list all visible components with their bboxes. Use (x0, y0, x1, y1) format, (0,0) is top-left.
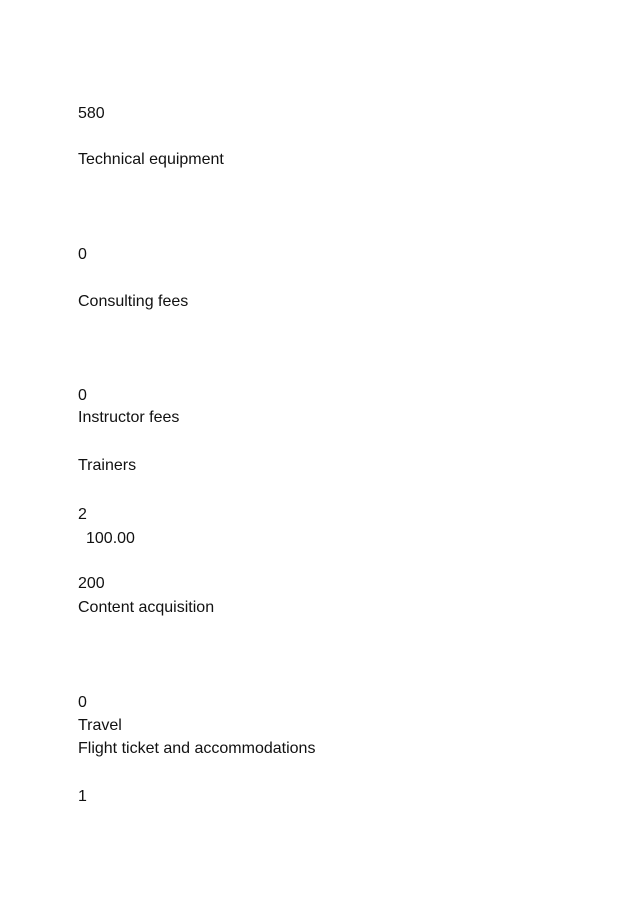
label-travel: Travel (78, 717, 122, 734)
value-100: 100.00 (86, 530, 135, 547)
label-instructor-fees: Instructor fees (78, 409, 180, 426)
label-trainers: Trainers (78, 457, 137, 474)
label-consulting-fees: Consulting fees (78, 293, 189, 310)
value-0-a: 0 (78, 246, 87, 263)
label-flight-ticket-accommodations: Flight ticket and accommodations (78, 740, 316, 757)
value-200: 200 (78, 575, 105, 592)
value-0-c: 0 (78, 694, 87, 711)
value-0-b: 0 (78, 387, 87, 404)
value-1: 1 (78, 788, 87, 805)
value-580: 580 (78, 105, 105, 122)
value-2: 2 (78, 506, 87, 523)
label-technical-equipment: Technical equipment (78, 151, 224, 168)
label-content-acquisition: Content acquisition (78, 599, 215, 616)
